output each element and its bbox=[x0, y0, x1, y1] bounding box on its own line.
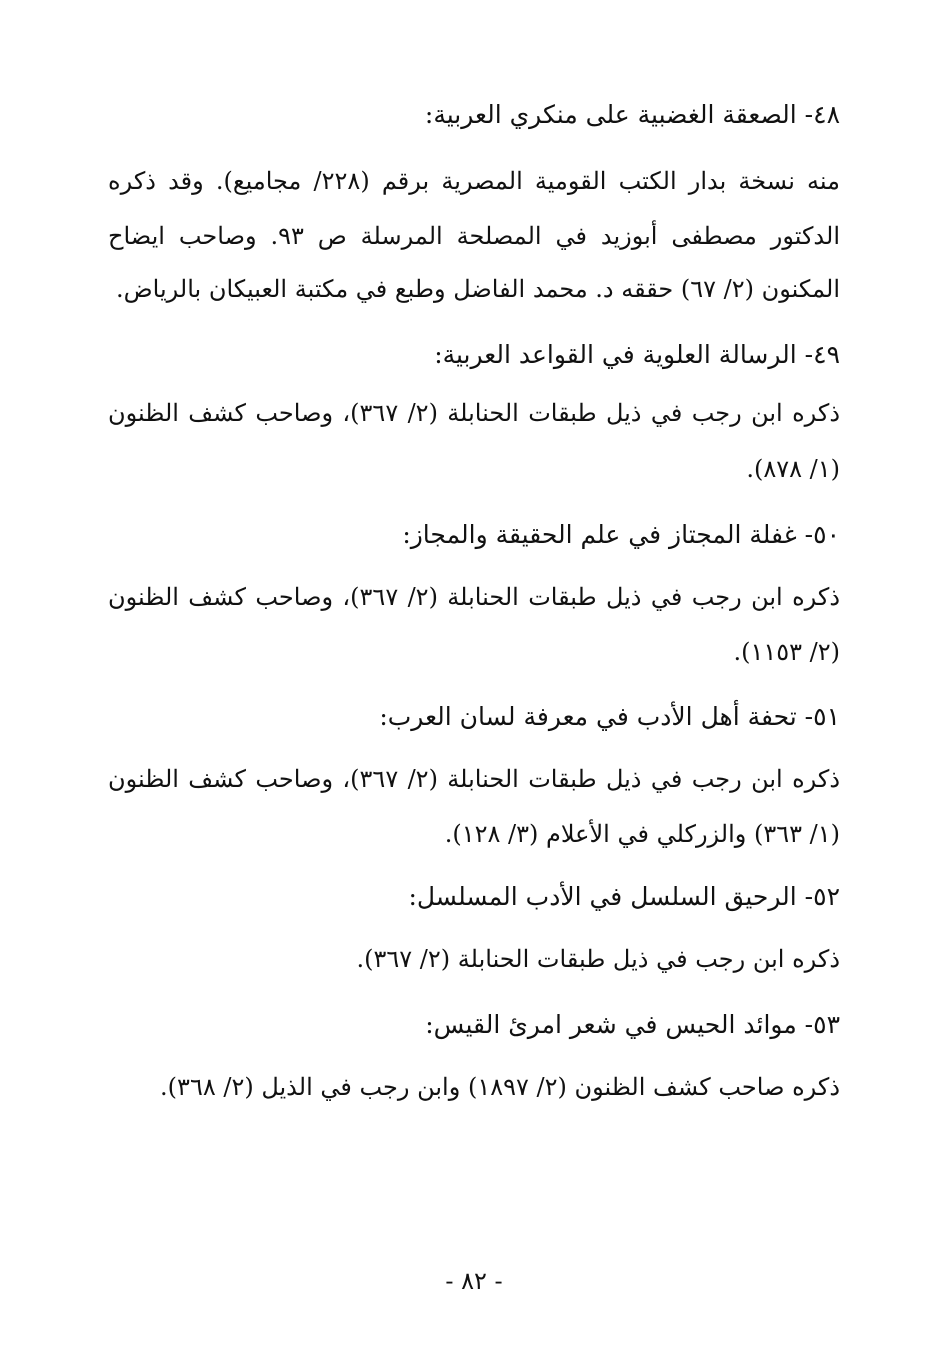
entry-48-text-line-3: المكنون (٢/ ٦٧) حققه د. محمد الفاضل وطبع في مكتبة العبيكان بالرياض. bbox=[116, 275, 840, 303]
entry-50-title: ٥٠- غفلة المجتاز في علم الحقيقة والمجاز: bbox=[402, 520, 840, 549]
entry-52-title: ٥٢- الرحيق السلسل في الأدب المسلسل: bbox=[408, 882, 840, 911]
entry-50-text-line-1: ذكره ابن رجب في ذيل طبقات الحنابلة (٢/ ٣٦٧)، وصاحب كشف الظنون bbox=[108, 583, 841, 611]
entry-48-text-line-2: الدكتور مصطفى أبوزيد في المصلحة المرسلة ص ٩٣. وصاحب ايضاح bbox=[108, 222, 840, 250]
entry-52-text-line-1: ذكره ابن رجب في ذيل طبقات الحنابلة (٢/ ٣٦٧). bbox=[356, 945, 840, 973]
entry-51-text-line-2: (١/ ٣٦٣) والزركلي في الأعلام (٣/ ١٢٨). bbox=[444, 820, 840, 848]
entry-51-title: ٥١- تحفة أهل الأدب في معرفة لسان العرب: bbox=[379, 702, 840, 731]
entry-53-title: ٥٣- موائد الحيس في شعر امرئ القيس: bbox=[425, 1010, 840, 1039]
entry-48-title: ٤٨- الصعقة الغضبية على منكري العربية: bbox=[424, 100, 840, 129]
entry-51-text-line-1: ذكره ابن رجب في ذيل طبقات الحنابلة (٢/ ٣٦٧)، وصاحب كشف الظنون bbox=[108, 765, 841, 793]
entry-50-text-line-2: (٢/ ١١٥٣). bbox=[733, 638, 840, 666]
entry-53-text-line-1: ذكره صاحب كشف الظنون (٢/ ١٨٩٧) وابن رجب في الذيل (٢/ ٣٦٨). bbox=[160, 1073, 840, 1101]
entry-49-text-line-1: ذكره ابن رجب في ذيل طبقات الحنابلة (٢/ ٣٦٧)، وصاحب كشف الظنون bbox=[108, 399, 841, 427]
entry-49-title: ٤٩- الرسالة العلوية في القواعد العربية: bbox=[434, 340, 840, 369]
entry-48-text-line-1: منه نسخة بدار الكتب القومية المصرية برقم (٢٢٨/ مجاميع). وقد ذكره bbox=[108, 167, 840, 195]
entry-49-text-line-2: (١/ ٨٧٨). bbox=[746, 455, 840, 483]
page-number: - ٨٢ - bbox=[445, 1267, 503, 1295]
